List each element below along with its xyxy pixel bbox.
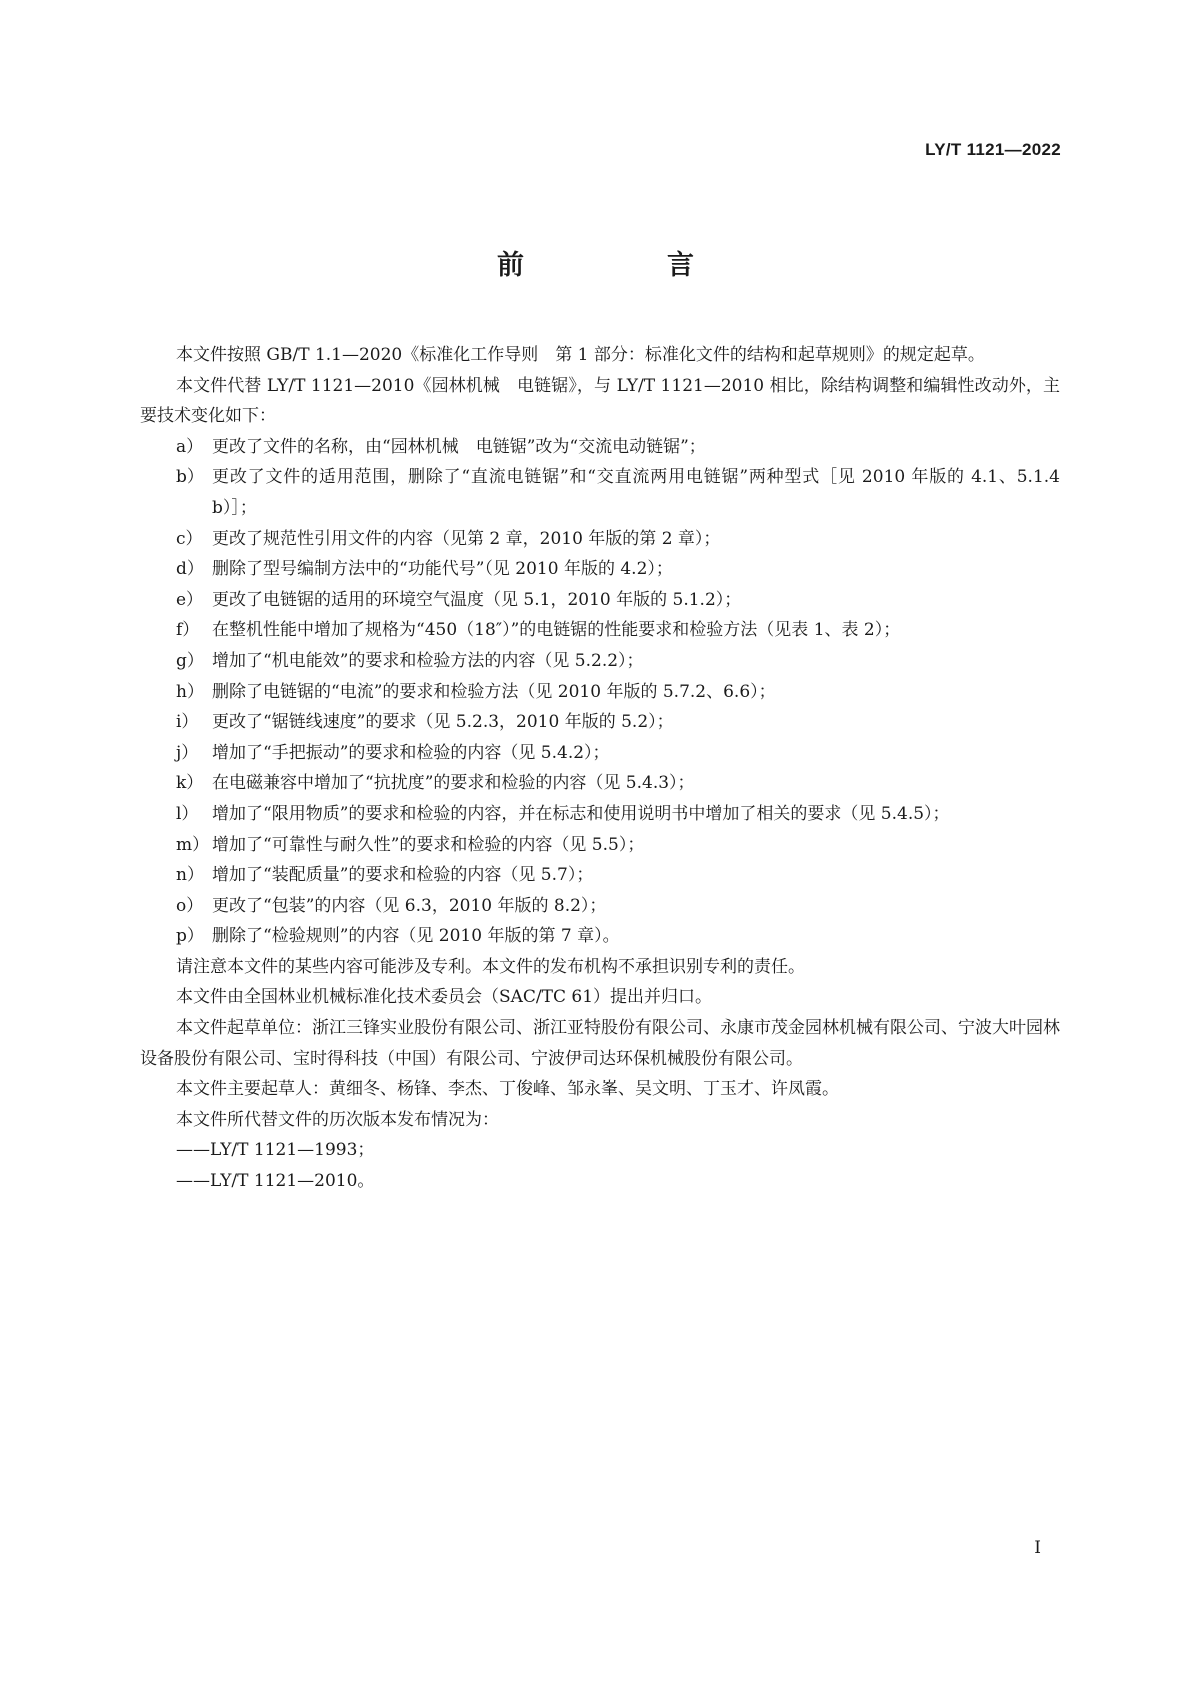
standard-code: LY/T 1121—2022 bbox=[925, 140, 1061, 159]
item-marker: i） bbox=[176, 712, 199, 733]
item-text: 在整机性能中增加了规格为“450（18″）”的电链锯的性能要求和检验方法（见表 1、表 2）； bbox=[212, 620, 901, 641]
item-text: 删除了型号编制方法中的“功能代号”（见 2010 年版的 4.2）； bbox=[212, 559, 673, 580]
change-item bbox=[140, 860, 1060, 891]
patent-notice: 请注意本文件的某些内容可能涉及专利。本文件的发布机构不承担识别专利的责任。 bbox=[176, 956, 805, 977]
item-text: 更改了“包装”的内容（见 6.3，2010 年版的 8.2）； bbox=[212, 895, 607, 916]
change-item bbox=[140, 707, 1060, 738]
item-marker: j） bbox=[176, 742, 199, 763]
page-number: Ⅰ bbox=[1034, 1538, 1041, 1558]
change-item bbox=[140, 677, 1060, 708]
item-marker: f） bbox=[176, 620, 200, 641]
item-marker: m） bbox=[176, 834, 210, 855]
change-item bbox=[140, 768, 1060, 799]
item-text: 增加了“机电能效”的要求和检验方法的内容（见 5.2.2）； bbox=[212, 650, 644, 671]
change-item bbox=[140, 891, 1060, 922]
change-item bbox=[140, 524, 1060, 555]
change-item bbox=[140, 646, 1060, 677]
item-marker: g） bbox=[176, 650, 204, 671]
item-text: 增加了“装配质量”的要求和检验的内容（见 5.7）； bbox=[212, 865, 594, 886]
item-marker: n） bbox=[176, 865, 204, 886]
item-marker: a） bbox=[176, 436, 204, 457]
item-text: 更改了规范性引用文件的内容（见第 2 章，2010 年版的第 2 章）； bbox=[212, 528, 721, 549]
item-text: 增加了“限用物质”的要求和检验的内容，并在标志和使用说明书中增加了相关的要求（见 5.4.5）； bbox=[212, 803, 950, 824]
item-marker: o） bbox=[176, 895, 204, 916]
item-text: 更改了电链锯的适用的环境空气温度（见 5.1，2010 年版的 5.1.2）； bbox=[212, 589, 742, 610]
item-text: 在电磁兼容中增加了“抗扰度”的要求和检验的内容（见 5.4.3）； bbox=[212, 773, 695, 794]
intro-paragraph: 本文件代替 LY/T 1121—2010《园林机械 电链锯》，与 LY/T 1121—2010 相比，除结构调整和编辑性改动外，主要技术变化如下： bbox=[140, 375, 1060, 427]
item-text: 删除了电链锯的“电流”的要求和检验方法（见 2010 年版的 5.7.2、6.6）； bbox=[212, 681, 776, 702]
item-marker: l） bbox=[176, 803, 199, 824]
change-item bbox=[140, 921, 1060, 952]
history-intro: 本文件所代替文件的历次版本发布情况为： bbox=[176, 1109, 499, 1130]
item-marker: h） bbox=[176, 681, 204, 702]
change-item bbox=[140, 462, 1060, 523]
item-text: 删除了“检验规则”的内容（见 2010 年版的第 7 章）。 bbox=[212, 926, 620, 947]
item-text: 增加了“手把振动”的要求和检验的内容（见 5.4.2）； bbox=[212, 742, 610, 763]
intro-paragraph: 本文件按照 GB/T 1.1—2020《标准化工作导则 第 1 部分：标准化文件的结构和起草规则》的规定起草。 bbox=[176, 345, 985, 365]
change-item bbox=[140, 585, 1060, 616]
item-marker: b） bbox=[176, 467, 204, 488]
change-item bbox=[140, 830, 1060, 861]
item-marker: e） bbox=[176, 589, 204, 610]
committee-statement: 本文件由全国林业机械标准化技术委员会（SAC/TC 61）提出并归口。 bbox=[176, 987, 713, 1008]
item-text: 更改了文件的名称，由“园林机械 电链锯”改为“交流电动链锯”； bbox=[212, 436, 706, 457]
item-marker: c） bbox=[176, 528, 203, 549]
foreword-body bbox=[140, 340, 1060, 1197]
history-item: ——LY/T 1121—2010。 bbox=[176, 1171, 375, 1192]
change-item bbox=[140, 432, 1060, 463]
history-item: ——LY/T 1121—1993； bbox=[176, 1140, 375, 1161]
item-marker: p） bbox=[176, 926, 204, 947]
page-title: 前 言 bbox=[497, 250, 752, 281]
drafting-units: 本文件起草单位：浙江三锋实业股份有限公司、浙江亚特股份有限公司、永康市茂金园林机械有限公司、宁波大叶园林设备股份有限公司、宝时得科技（中国）有限公司、宁波伊司达环保机械股份有限公司。 bbox=[140, 1018, 1060, 1069]
item-marker: k） bbox=[176, 773, 204, 794]
drafters: 本文件主要起草人：黄细冬、杨锋、李杰、丁俊峰、邹永峯、吴文明、丁玉才、许凤霞。 bbox=[176, 1079, 839, 1100]
change-item bbox=[140, 738, 1060, 769]
item-text: 更改了文件的适用范围，删除了“直流电链锯”和“交直流两用电链锯”两种型式［见 2010 年版的 4.1、5.1.4 b）］； bbox=[212, 467, 1060, 518]
item-marker: d） bbox=[176, 559, 204, 580]
item-text: 更改了“锯链线速度”的要求（见 5.2.3，2010 年版的 5.2）； bbox=[212, 712, 674, 733]
change-list bbox=[140, 432, 1060, 952]
change-item bbox=[140, 615, 1060, 646]
change-item bbox=[140, 799, 1060, 830]
change-item bbox=[140, 554, 1060, 585]
item-text: 增加了“可靠性与耐久性”的要求和检验的内容（见 5.5）； bbox=[212, 834, 645, 855]
